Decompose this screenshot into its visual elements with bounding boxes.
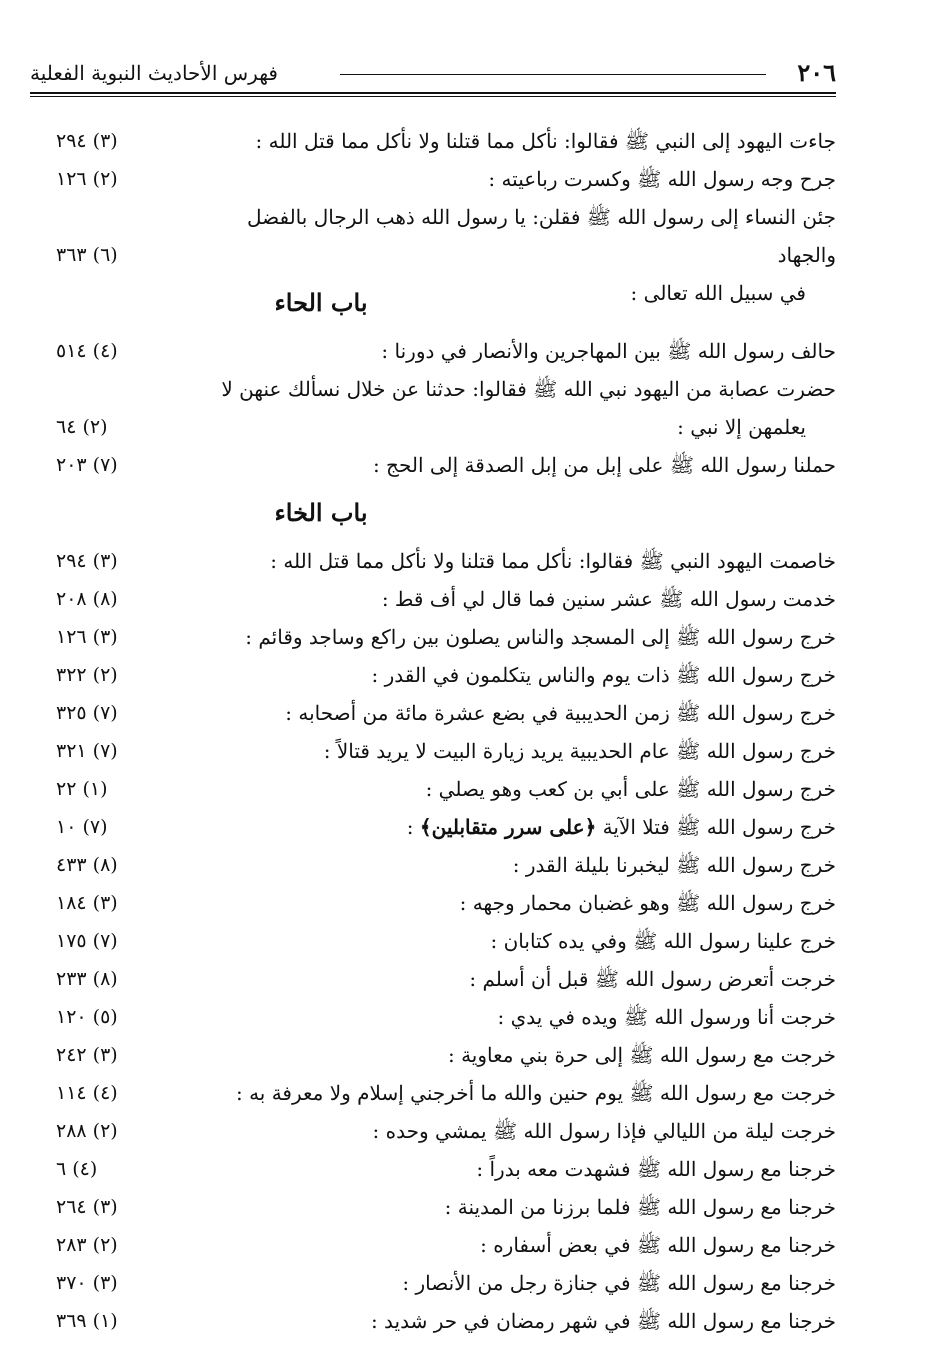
hadith-opening: خرج رسول الله ﷺ عام الحديبية يريد زيارة البيت لا يريد قتالاً : — [323, 739, 836, 763]
index-entry — [56, 1074, 836, 1112]
hadith-text — [216, 580, 836, 618]
hadith-text — [216, 884, 836, 922]
volume-page-reference: (٣) ٢٩٤ — [56, 550, 118, 572]
hadith-text — [216, 160, 836, 198]
index-entry — [56, 160, 836, 198]
index-entry — [56, 370, 836, 446]
volume-page-reference: (٣) ٢٩٤ — [56, 130, 118, 152]
index-entry — [56, 1264, 836, 1302]
volume-page-reference: (٨) ٢٣٣ — [56, 968, 118, 990]
volume-page-reference: (٢) ٣٢٢ — [56, 664, 118, 686]
hadith-opening: خرج رسول الله ﷺ ليخبرنا بليلة القدر : — [512, 853, 836, 877]
section-heading: باب الحاء — [274, 288, 368, 317]
index-entry — [56, 1112, 836, 1150]
volume-page-reference: (٧) ١٧٥ — [56, 930, 118, 952]
hadith-continuation: في سبيل الله تعالى : — [630, 281, 806, 305]
hadith-text — [216, 922, 836, 960]
volume-page-reference: (٤) ٥١٤ — [56, 340, 118, 362]
index-entry — [56, 542, 836, 580]
hadith-text — [216, 332, 836, 370]
volume-page-reference: (٧) ١٠ — [56, 816, 108, 838]
index-entry — [56, 1226, 836, 1264]
index-entry — [56, 922, 836, 960]
hadith-text — [216, 1264, 836, 1302]
index-entry — [56, 960, 836, 998]
hadith-opening: جرح وجه رسول الله ﷺ وكسرت رباعيته : — [488, 167, 836, 191]
hadith-opening: خرج رسول الله ﷺ زمن الحديبية في بضع عشرة مائة من أصحابه : — [285, 701, 836, 725]
hadith-suffix: : — [406, 815, 420, 839]
index-entry — [56, 580, 836, 618]
index-entry — [56, 618, 836, 656]
volume-page-reference: (١) ٢٢ — [56, 778, 108, 800]
hadith-text — [216, 732, 836, 770]
hadith-text — [216, 542, 836, 580]
index-entry — [56, 770, 836, 808]
volume-page-reference: (٢) ٢٨٣ — [56, 1234, 118, 1256]
hadith-text — [216, 1226, 836, 1264]
hadith-opening: خرجنا مع رسول الله ﷺ في شهر رمضان في حر شديد : — [370, 1309, 836, 1333]
volume-page-reference: (١) ٣٦٩ — [56, 1310, 118, 1332]
hadith-opening: خرج رسول الله ﷺ وهو غضبان محمار وجهه : — [459, 891, 836, 915]
hadith-text — [216, 808, 836, 846]
index-entry — [56, 732, 836, 770]
hadith-opening: خرجت أتعرض رسول الله ﷺ قبل أن أسلم : — [469, 967, 836, 991]
hadith-opening: خرجت مع رسول الله ﷺ يوم حنين والله ما أخرجني إسلام ولا معرفة به : — [235, 1081, 836, 1105]
index-entry — [56, 446, 836, 484]
hadith-text — [216, 1036, 836, 1074]
volume-page-reference: (٢) ٢٨٨ — [56, 1120, 118, 1142]
hadith-text — [216, 846, 836, 884]
hadith-opening: خرجت مع رسول الله ﷺ إلى حرة بني معاوية : — [447, 1043, 836, 1067]
volume-page-reference: (٣) ٢٦٤ — [56, 1196, 118, 1218]
hadith-text — [216, 618, 836, 656]
volume-page-reference: (٢) ١٢٦ — [56, 168, 118, 190]
volume-page-reference: (٣) ١٨٤ — [56, 892, 118, 914]
hadith-text — [216, 1112, 836, 1150]
index-entry — [56, 1302, 836, 1340]
index-entry — [56, 656, 836, 694]
hadith-opening: جئن النساء إلى رسول الله ﷺ فقلن: يا رسول الله ذهب الرجال بالفضل والجهاد — [246, 205, 836, 267]
hadith-opening: خرجت ليلة من الليالي فإذا رسول الله ﷺ يمشي وحده : — [372, 1119, 836, 1143]
hadith-opening: خرجنا مع رسول الله ﷺ في بعض أسفاره : — [480, 1233, 836, 1257]
index-entry — [56, 1150, 836, 1188]
volume-page-reference: (٣) ٢٤٢ — [56, 1044, 118, 1066]
hadith-text — [216, 370, 836, 446]
hadith-text — [216, 770, 836, 808]
volume-page-reference: (٧) ٣٢٥ — [56, 702, 118, 724]
volume-page-reference: (٢) ٦٤ — [56, 416, 108, 438]
hadith-opening: خرجنا مع رسول الله ﷺ في جنازة رجل من الأنصار : — [402, 1271, 836, 1295]
hadith-continuation: يعلمهن إلا نبي : — [677, 415, 806, 439]
index-entry — [56, 1188, 836, 1226]
index-entry — [56, 998, 836, 1036]
hadith-text — [216, 1188, 836, 1226]
running-title: فهرس الأحاديث النبوية الفعلية — [30, 61, 278, 85]
hadith-opening: خرج رسول الله ﷺ فتلا الآية — [596, 815, 836, 839]
volume-page-reference: (٤) ٦ — [56, 1158, 98, 1180]
hadith-text — [216, 122, 836, 160]
hadith-opening: حالف رسول الله ﷺ بين المهاجرين والأنصار في دورنا : — [381, 339, 836, 363]
page-number: ٢٠٦ — [797, 58, 836, 87]
volume-page-reference: (٨) ٤٣٣ — [56, 854, 118, 876]
hadith-opening: خرج رسول الله ﷺ ذات يوم والناس يتكلمون في القدر : — [371, 663, 836, 687]
hadith-text — [216, 656, 836, 694]
volume-page-reference: (٤) ١١٤ — [56, 1082, 118, 1104]
hadith-text — [216, 1150, 836, 1188]
index-content — [56, 122, 836, 1340]
hadith-opening: خرجنا مع رسول الله ﷺ فشهدت معه بدراً : — [476, 1157, 836, 1181]
header-rule — [340, 74, 766, 75]
hadith-text — [216, 694, 836, 732]
index-entry — [56, 332, 836, 370]
hadith-opening: حضرت عصابة من اليهود نبي الله ﷺ فقالوا: حدثنا عن خلال نسألك عنهن لا — [221, 377, 836, 401]
hadith-opening: خاصمت اليهود النبي ﷺ فقالوا: نأكل مما قتلنا ولا نأكل مما قتل الله : — [270, 549, 836, 573]
hadith-opening: خرج علينا رسول الله ﷺ وفي يده كتابان : — [490, 929, 836, 953]
page-header — [30, 58, 836, 94]
volume-page-reference: (٣) ٣٧٠ — [56, 1272, 118, 1294]
hadith-opening: خرج رسول الله ﷺ إلى المسجد والناس يصلون بين راكع وساجد وقائم : — [245, 625, 836, 649]
volume-page-reference: (٧) ٣٢١ — [56, 740, 118, 762]
index-entry — [56, 846, 836, 884]
section-heading: باب الخاء — [274, 498, 368, 527]
hadith-opening: حملنا رسول الله ﷺ على إبل من إبل الصدقة إلى الحج : — [372, 453, 836, 477]
hadith-opening: خدمت رسول الله ﷺ عشر سنين فما قال لي أف قط : — [381, 587, 836, 611]
header-double-rule-top — [30, 92, 836, 94]
index-entry — [56, 694, 836, 732]
volume-page-reference: (٥) ١٢٠ — [56, 1006, 118, 1028]
volume-page-reference: (٧) ٢٠٣ — [56, 454, 118, 476]
index-entry — [56, 808, 836, 846]
index-entry — [56, 122, 836, 160]
header-double-rule-bottom — [30, 96, 836, 97]
hadith-opening: خرج رسول الله ﷺ على أبي بن كعب وهو يصلي : — [425, 777, 836, 801]
hadith-text — [216, 960, 836, 998]
volume-page-reference: (٣) ١٢٦ — [56, 626, 118, 648]
hadith-opening: خرجت أنا ورسول الله ﷺ ويده في يدي : — [497, 1005, 836, 1029]
hadith-opening: جاءت اليهود إلى النبي ﷺ فقالوا: نأكل مما قتلنا ولا نأكل مما قتل الله : — [255, 129, 836, 153]
hadith-text — [216, 1302, 836, 1340]
hadith-text — [216, 998, 836, 1036]
volume-page-reference: (٨) ٢٠٨ — [56, 588, 118, 610]
hadith-opening: خرجنا مع رسول الله ﷺ فلما برزنا من المدينة : — [444, 1195, 836, 1219]
quran-quote: ﴿على سرر متقابلين﴾ — [419, 815, 597, 839]
volume-page-reference: (٦) ٣٦٣ — [56, 244, 118, 266]
hadith-text — [216, 1074, 836, 1112]
hadith-text — [216, 198, 836, 312]
index-entry — [56, 1036, 836, 1074]
hadith-text — [216, 446, 836, 484]
index-entry — [56, 884, 836, 922]
